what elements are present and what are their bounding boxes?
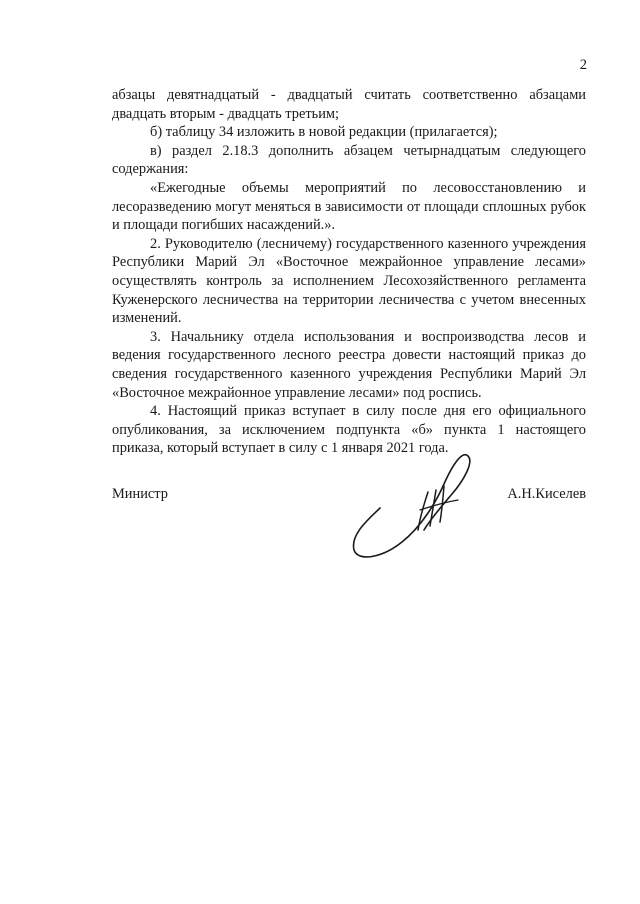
document-body bbox=[112, 86, 586, 458]
signer-name: А.Н.Киселев bbox=[507, 486, 586, 502]
signer-position: Министр bbox=[112, 486, 168, 502]
paragraph-point-4: 4. Настоящий приказ вступает в силу после дня его официального опубликования, за исключением подпункта «б» пункта 1 настоящего приказа, который вступает в силу с 1 января 2021 года. bbox=[112, 403, 586, 457]
signature-icon bbox=[340, 446, 480, 566]
handwritten-signature bbox=[340, 446, 480, 566]
paragraph-item-v: в) раздел 2.18.3 дополнить абзацем четырнадцатым следующего содержания: bbox=[112, 142, 586, 178]
paragraph-point-3: 3. Начальнику отдела использования и воспроизводства лесов и ведения государственного лесного реестра довести настоящий приказ до сведения государственного казенного учреждения Республики Марий Эл «Восточное межрайонное управление лесами» под роспись. bbox=[112, 328, 586, 401]
paragraph-quote: «Ежегодные объемы мероприятий по лесовосстановлению и лесоразведению могут меняться в зависимости от площади сплошных рубок и площади погибших насаждений.». bbox=[112, 179, 586, 234]
paragraph-point-2: 2. Руководителю (лесничему) государственного казенного учреждения Республики Марий Эл «Восточное межрайонное управление лесами» осуществлять контроль за исполнением Лесохозяйственного регламента Куженерского лесничества на территории лесничества с учетом внесенных изменений. bbox=[112, 235, 586, 327]
page-number: 2 bbox=[579, 57, 587, 73]
paragraph-item-b: б) таблицу 34 изложить в новой редакции (прилагается); bbox=[150, 124, 498, 141]
paragraph-continuation: абзацы девятнадцатый - двадцатый считать соответственно абзацами двадцать вторым - двадцать третьим; bbox=[112, 87, 586, 122]
